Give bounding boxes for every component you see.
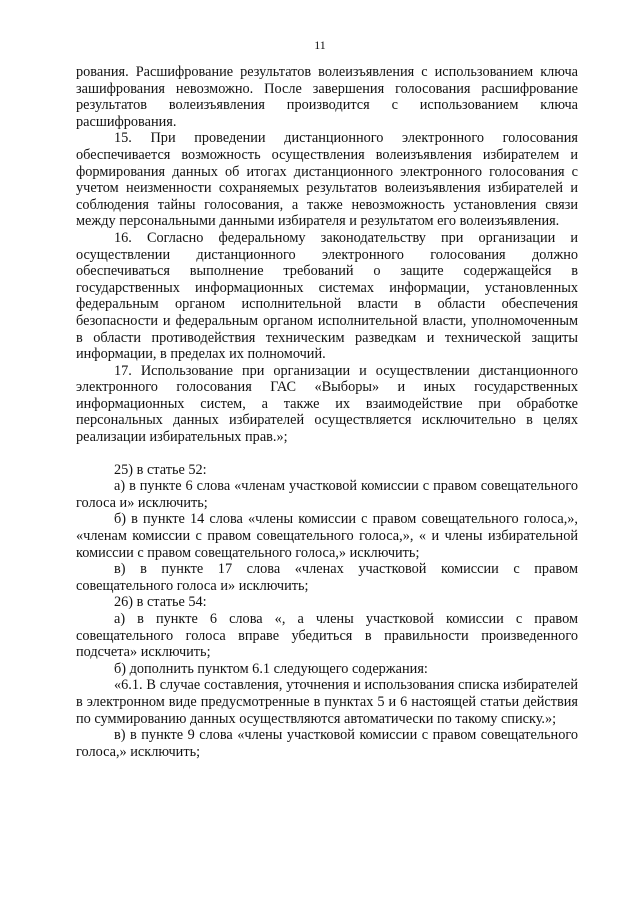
paragraph: 16. Согласно федеральному законодательству при организации и осуществлении дистанционного электронного голосования должно обеспечиваться выполнение требований о защите содержащейся в государственных информационных системах информации, установленных федеральным органом исполнительной власти в области обеспечения безопасности и федеральным органом исполнительной власти, уполномоченным в области противодействия техническим разведкам и технической защиты информации, в пределах их полномочий. [76, 229, 578, 363]
paragraph: а) в пункте 6 слова «членам участковой комиссии с правом совещательного голоса и» исключить; [76, 478, 578, 511]
document-body [76, 64, 578, 760]
paragraph: 15. При проведении дистанционного электронного голосования обеспечивается возможность осуществления волеизъявления избирателем и формирования данных об итогах дистанционного электронного голосования с учетом неизменности сохраняемых результатов волеизъявления избирателей и соблюдения тайны голосования, а также невозможность установления связи между персональными данными избирателя и результатом его волеизъявления. [76, 130, 578, 230]
paragraph: 26) в статье 54: [114, 594, 207, 611]
paragraph: а) в пункте 6 слова «, а члены участковой комиссии с правом совещательного голоса вправе убедиться в правильности произведенного подсчета» исключить; [76, 611, 578, 661]
paragraph: 17. Использование при организации и осуществлении дистанционного электронного голосования ГАС «Выборы» и иных государственных информационных систем, а также их взаимодействие при обработке персональных данных избирателей осуществляется исключительно в целях реализации избирательных прав.»; [76, 362, 578, 446]
paragraph: в) в пункте 17 слова «членах участковой комиссии с правом совещательного голоса и» исключить; [76, 561, 578, 594]
paragraph: б) в пункте 14 слова «члены комиссии с правом совещательного голоса,», «членам комиссии с правом совещательного голоса,», « и члены избирательной комиссии с правом совещательного голоса,» исключить; [76, 511, 578, 561]
paragraph: 25) в статье 52: [114, 461, 207, 478]
paragraph: «6.1. В случае составления, уточнения и использования списка избирателей в электронном виде предусмотренные в пунктах 5 и 6 настоящей статьи действия по суммированию данных осуществляются автоматически по такому списку.»; [76, 677, 578, 727]
paragraph: б) дополнить пунктом 6.1 следующего содержания: [114, 660, 428, 677]
paragraph-gap [76, 446, 578, 462]
page-number: 11 [314, 38, 326, 52]
paragraph: рования. Расшифрование результатов волеизъявления с использованием ключа зашифрования невозможно. После завершения голосования расшифрование результатов волеизъявления производится с использованием ключа расшифрования. [76, 64, 578, 130]
paragraph: в) в пункте 9 слова «члены участковой комиссии с правом совещательного голоса,» исключить; [76, 727, 578, 760]
